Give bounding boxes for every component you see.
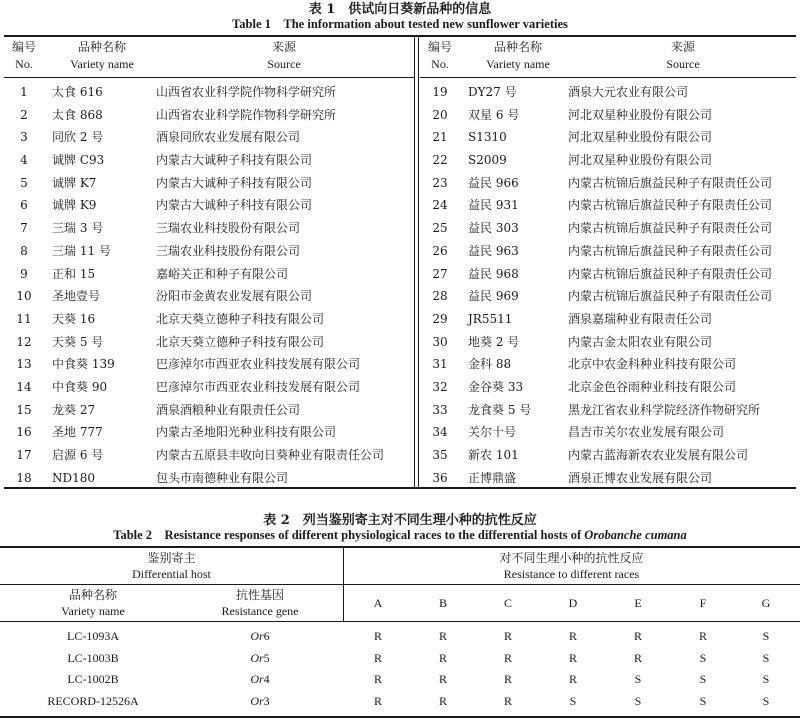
header-no: 编号 No. <box>427 40 452 71</box>
cell-variety: LC-1093A <box>67 629 119 643</box>
cell-source: 内蒙古大诚种子科技有限公司 <box>156 153 313 168</box>
cell-no: 12 <box>16 334 32 349</box>
race-header-f: F <box>699 596 707 610</box>
cell-variety: 益民 963 <box>468 243 519 258</box>
cell-variety: 正和 15 <box>52 266 96 281</box>
cell-variety: 天葵 5 号 <box>52 334 104 349</box>
cell-race-g: S <box>762 693 770 708</box>
cell-source: 三瑞农业科技股份有限公司 <box>156 243 301 258</box>
cell-source: 内蒙古大诚种子科技有限公司 <box>156 175 313 190</box>
race-header-g: G <box>761 596 771 610</box>
table1-right-rows <box>420 81 796 489</box>
table-row <box>4 331 414 354</box>
cell-variety: 天葵 16 <box>52 311 96 326</box>
table-row <box>420 81 796 104</box>
table-row <box>0 648 800 670</box>
cell-race-c: R <box>503 650 512 665</box>
cell-variety: 诚牌 K9 <box>52 198 97 213</box>
table-row <box>4 263 414 286</box>
cell-no: 36 <box>432 470 448 485</box>
table-row <box>420 376 796 399</box>
cell-variety: S1310 <box>468 130 507 145</box>
header-differential-host: 鉴别寄主 Differential host <box>132 551 211 581</box>
cell-source: 昌吉市关尔农业发展有限公司 <box>568 425 725 440</box>
cell-source: 内蒙古五原县丰收向日葵种业有限责任公司 <box>156 448 385 462</box>
table-row <box>0 669 800 691</box>
cell-race-a: R <box>373 672 382 686</box>
header-variety: 品种名称 Variety name <box>70 40 134 71</box>
table-row <box>4 149 414 172</box>
cell-variety: 诚牌 K7 <box>52 175 97 190</box>
cell-race-a: R <box>373 629 382 643</box>
table-row <box>420 149 796 172</box>
table2-body <box>0 546 800 718</box>
cell-variety: JR5511 <box>468 311 513 326</box>
table1-right-half <box>420 37 796 487</box>
cell-source: 河北双星种业股份有限公司 <box>568 153 713 168</box>
cell-source: 汾阳市金黄农业发展有限公司 <box>156 289 313 304</box>
cell-gene: Or3 <box>250 693 270 708</box>
cell-variety: LC-1003B <box>67 650 119 665</box>
cell-source: 内蒙古杭锦后旗益民种子有限责任公司 <box>568 198 773 213</box>
table1-title-cn: 表 1 供试向日葵新品种的信息 <box>308 2 492 17</box>
cell-no: 28 <box>432 289 448 304</box>
cell-race-e: S <box>634 672 642 686</box>
cell-source: 巴彦淖尔市西亚农业科技发展有限公司 <box>156 379 361 394</box>
cell-source: 河北双星种业股份有限公司 <box>568 107 713 122</box>
cell-race-d: R <box>568 672 577 686</box>
cell-no: 18 <box>16 470 32 485</box>
cell-no: 35 <box>432 448 448 462</box>
cell-race-f: S <box>699 650 707 665</box>
table-row <box>420 263 796 286</box>
cell-variety: S2009 <box>468 153 507 168</box>
cell-variety: 龙葵 27 <box>52 402 96 417</box>
table-row <box>4 308 414 331</box>
cell-race-g: S <box>762 672 770 686</box>
cell-source: 内蒙古杭锦后旗益民种子有限责任公司 <box>568 175 773 190</box>
cell-no: 7 <box>20 221 28 236</box>
cell-variety: 圣地 777 <box>52 425 103 440</box>
race-header-b: B <box>438 596 447 610</box>
race-header-d: D <box>568 596 578 610</box>
table2-header-row2 <box>0 585 800 622</box>
cell-no: 13 <box>16 357 32 372</box>
cell-no: 3 <box>20 130 28 145</box>
cell-source: 酒泉酒粮种业有限责任公司 <box>156 402 301 417</box>
cell-no: 22 <box>432 153 448 168</box>
cell-source: 酒泉正博农业发展有限公司 <box>568 470 713 485</box>
cell-source: 内蒙古杭锦后旗益民种子有限责任公司 <box>568 289 773 304</box>
cell-variety: 正博鼎盛 <box>468 470 517 485</box>
cell-race-b: R <box>438 693 447 708</box>
cell-no: 19 <box>432 85 448 99</box>
cell-race-c: R <box>503 629 512 643</box>
table-row <box>4 285 414 308</box>
cell-no: 26 <box>432 243 448 258</box>
cell-no: 9 <box>20 266 28 281</box>
cell-no: 30 <box>432 334 448 349</box>
table-row <box>420 308 796 331</box>
cell-source: 山西省农业科学院作物科学研究所 <box>156 107 337 122</box>
cell-variety: ND180 <box>52 470 96 485</box>
cell-race-a: R <box>373 650 382 665</box>
cell-no: 34 <box>432 425 448 440</box>
cell-no: 11 <box>16 311 32 326</box>
cell-source: 内蒙古杭锦后旗益民种子有限责任公司 <box>568 243 773 258</box>
cell-gene: Or5 <box>250 650 270 665</box>
cell-no: 16 <box>16 425 32 440</box>
cell-variety: 金科 88 <box>468 357 512 372</box>
table1-body <box>4 35 796 489</box>
cell-no: 10 <box>16 289 32 304</box>
header-source: 来源 Source <box>267 40 301 71</box>
table2-title-cn: 表 2 列当鉴别寄主对不同生理小种的抗性反应 <box>263 513 537 528</box>
table-row <box>4 421 414 444</box>
cell-source: 包头市南德种业有限公司 <box>156 470 289 485</box>
table-row <box>4 217 414 240</box>
cell-source: 内蒙古金太阳农业有限公司 <box>568 334 713 349</box>
cell-source: 三瑞农业科技股份有限公司 <box>156 221 301 236</box>
cell-race-e: R <box>633 650 642 665</box>
table1-left-header <box>4 37 414 78</box>
cell-race-d: R <box>568 650 577 665</box>
cell-no: 6 <box>20 198 28 213</box>
cell-gene: Or4 <box>250 672 270 686</box>
cell-no: 25 <box>432 221 448 236</box>
table-row <box>0 626 800 648</box>
header-variety: 品种名称 Variety name <box>486 40 550 71</box>
cell-race-a: R <box>373 693 382 708</box>
cell-no: 2 <box>20 107 28 122</box>
table-row <box>420 126 796 149</box>
table-row <box>4 81 414 104</box>
cell-source: 内蒙古杭锦后旗益民种子有限责任公司 <box>568 221 773 236</box>
table-row <box>4 126 414 149</box>
cell-variety: DY27 号 <box>468 85 517 99</box>
cell-source: 巴彦淖尔市西亚农业科技发展有限公司 <box>156 357 361 372</box>
table-row <box>420 194 796 217</box>
cell-source: 内蒙古蓝海新农农业发展有限公司 <box>568 448 749 462</box>
cell-variety: 关尔十号 <box>468 425 517 440</box>
cell-source: 北京天葵立德种子科技有限公司 <box>156 334 325 349</box>
cell-variety: 益民 931 <box>468 198 519 213</box>
table-row <box>420 217 796 240</box>
table-row <box>4 399 414 422</box>
cell-no: 8 <box>20 243 28 258</box>
cell-variety: 启源 6 号 <box>52 448 104 462</box>
table-row <box>420 399 796 422</box>
cell-race-b: R <box>438 650 447 665</box>
cell-no: 21 <box>432 130 448 145</box>
cell-variety: 地葵 2 号 <box>468 334 520 349</box>
cell-source: 酒泉嘉瑞种业有限责任公司 <box>568 311 713 326</box>
cell-source: 北京天葵立德种子科技有限公司 <box>156 311 325 326</box>
cell-no: 24 <box>432 198 448 213</box>
table1-right-header <box>420 37 796 78</box>
cell-race-f: R <box>698 629 707 643</box>
cell-no: 32 <box>432 379 448 394</box>
cell-race-e: S <box>634 693 642 708</box>
cell-variety: 益民 966 <box>468 175 519 190</box>
cell-variety: 益民 968 <box>468 266 519 281</box>
cell-race-d: R <box>568 629 577 643</box>
cell-no: 14 <box>16 379 32 394</box>
table-row <box>420 285 796 308</box>
header-source: 来源 Source <box>666 40 700 71</box>
cell-variety: 太食 868 <box>52 107 103 122</box>
table1-left-rows <box>4 81 414 489</box>
cell-no: 29 <box>432 311 448 326</box>
cell-race-d: S <box>569 693 577 708</box>
cell-race-b: R <box>438 629 447 643</box>
table-row <box>420 240 796 263</box>
table-row <box>4 353 414 376</box>
race-header-e: E <box>634 596 642 610</box>
cell-no: 15 <box>16 402 32 417</box>
cell-race-g: S <box>762 629 770 643</box>
cell-source: 黑龙江省农业科学院经济作物研究所 <box>568 402 761 417</box>
table-row <box>4 444 414 467</box>
table2-header-row1 <box>0 548 800 585</box>
cell-race-f: S <box>699 693 707 708</box>
table-row <box>420 104 796 127</box>
table2-title-en: Table 2 Resistance responses of different physiological races to the differential hosts of Orobanche cumana <box>113 528 687 542</box>
table1 <box>4 0 796 489</box>
table-row <box>420 353 796 376</box>
cell-variety: LC-1002B <box>67 672 119 686</box>
cell-variety: 双星 6 号 <box>468 107 520 122</box>
cell-no: 23 <box>432 175 448 190</box>
cell-variety: 龙食葵 5 号 <box>468 402 532 417</box>
table2 <box>0 513 800 718</box>
header-gene: 抗性基因 Resistance gene <box>221 588 299 618</box>
cell-no: 33 <box>432 402 448 417</box>
table-row <box>0 691 800 713</box>
cell-source: 内蒙古圣地阳光种业科技有限公司 <box>156 425 337 440</box>
cell-variety: 益民 969 <box>468 289 519 304</box>
cell-source: 内蒙古杭锦后旗益民种子有限责任公司 <box>568 266 773 281</box>
table1-divider <box>418 37 419 487</box>
table-row <box>4 467 414 490</box>
cell-race-f: S <box>699 672 707 686</box>
cell-source: 酒泉同欣农业发展有限公司 <box>156 130 301 145</box>
cell-variety: 三瑞 3 号 <box>52 221 104 236</box>
cell-variety: 诚牌 C93 <box>52 153 105 168</box>
cell-no: 31 <box>432 357 448 372</box>
cell-no: 17 <box>16 448 32 462</box>
cell-source: 河北双星种业股份有限公司 <box>568 130 713 145</box>
table-row <box>4 172 414 195</box>
table-row <box>420 444 796 467</box>
table-row <box>4 376 414 399</box>
cell-race-c: R <box>503 693 512 708</box>
cell-variety: RECORD-12526A <box>47 693 139 708</box>
cell-variety: 新农 101 <box>468 448 519 462</box>
table1-title-en: Table 1 The information about tested new sunflower varieties <box>232 17 568 31</box>
cell-source: 酒泉大元农业有限公司 <box>568 85 689 99</box>
cell-variety: 中食葵 90 <box>52 379 108 394</box>
cell-variety: 中食葵 139 <box>52 357 115 372</box>
race-header-a: A <box>373 596 383 610</box>
cell-variety: 圣地壹号 <box>52 289 101 304</box>
race-header-c: C <box>503 596 512 610</box>
cell-variety: 太食 616 <box>52 85 103 99</box>
cell-no: 20 <box>432 107 448 122</box>
cell-no: 27 <box>432 266 448 281</box>
cell-race-g: S <box>762 650 770 665</box>
header-variety: 品种名称 Variety name <box>61 588 125 618</box>
table-row <box>420 467 796 490</box>
cell-variety: 金谷葵 33 <box>468 379 524 394</box>
header-no: 编号 No. <box>11 40 36 71</box>
cell-source: 山西省农业科学院作物科学研究所 <box>156 85 337 99</box>
cell-variety: 益民 303 <box>468 221 519 236</box>
cell-no: 5 <box>20 175 28 190</box>
cell-race-e: R <box>633 629 642 643</box>
cell-source: 嘉峪关正和种子有限公司 <box>156 266 289 281</box>
table-row <box>420 421 796 444</box>
table-row <box>420 331 796 354</box>
cell-gene: Or6 <box>250 629 270 643</box>
table-row <box>4 240 414 263</box>
cell-variety: 三瑞 11 号 <box>52 243 111 258</box>
table1-divider <box>414 37 415 487</box>
cell-no: 1 <box>20 85 28 99</box>
table-row <box>4 194 414 217</box>
cell-race-c: R <box>503 672 512 686</box>
cell-race-b: R <box>438 672 447 686</box>
cell-no: 4 <box>20 153 28 168</box>
cell-source: 北京中农金科种业科技有限公司 <box>568 357 737 372</box>
table-row <box>4 104 414 127</box>
cell-variety: 同欣 2 号 <box>52 130 104 145</box>
table-row <box>420 172 796 195</box>
cell-source: 北京金色谷雨种业科技有限公司 <box>568 379 737 394</box>
header-resistance: 对不同生理小种的抗性反应 Resistance to different races <box>499 551 644 581</box>
cell-source: 内蒙古大诚种子科技有限公司 <box>156 198 313 213</box>
table1-left-half <box>4 37 414 487</box>
